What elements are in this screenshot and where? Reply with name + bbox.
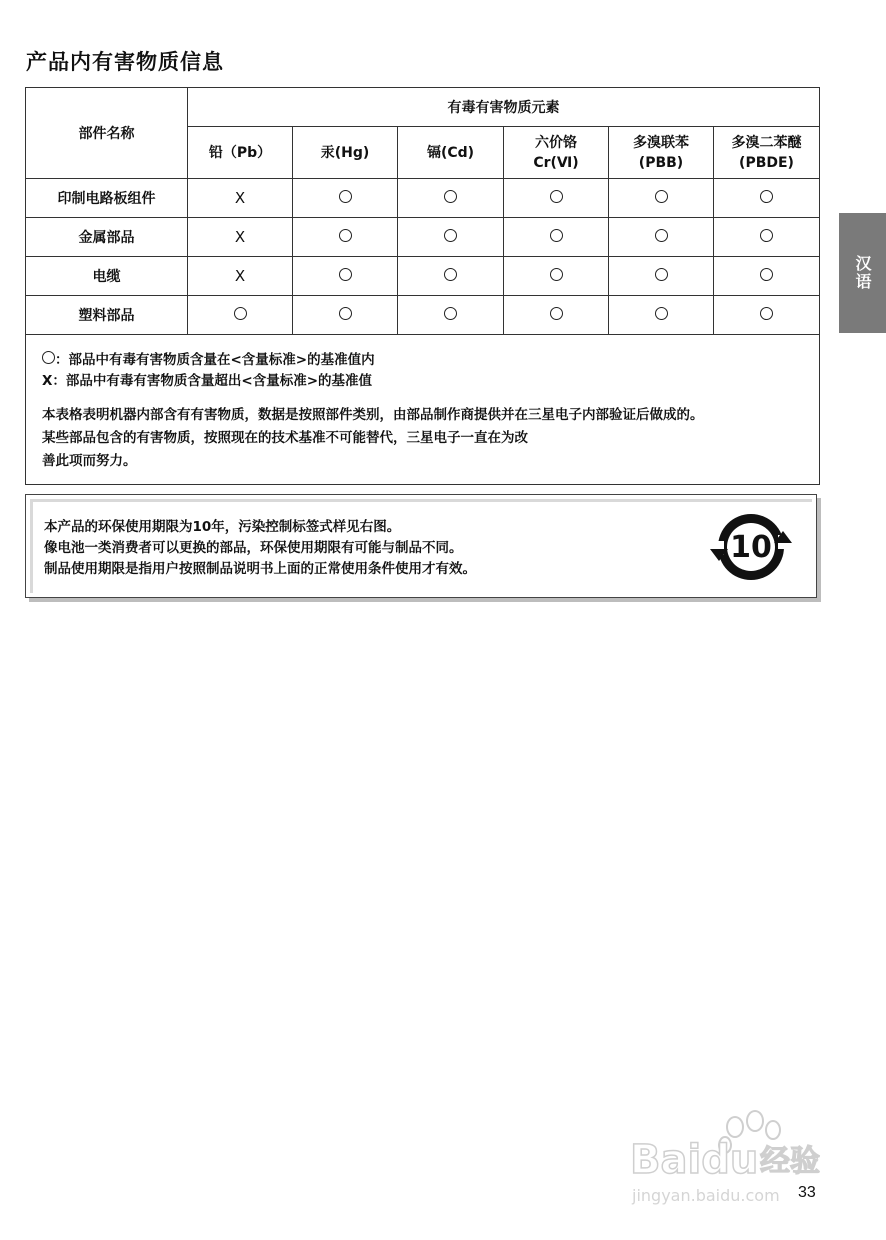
substance-cell [398,257,504,296]
substance-cell [714,179,820,218]
hazardous-substance-table [25,87,820,485]
substance-cell [609,296,714,335]
circle-icon [550,307,563,320]
x-mark: X [234,267,246,285]
x-mark: X [234,189,246,207]
substance-cell [293,257,398,296]
legend-x-symbol: X： [42,373,66,389]
x-mark: X [234,228,246,246]
substance-cell [293,218,398,257]
logo-number: 10 [730,530,772,565]
life-line: 像电池一类消费者可以更换的部品，环保使用期限有可能与制品不同。 [44,540,463,556]
legend [42,350,375,392]
part-name-cell: 印制电路板组件 [26,179,188,218]
table-row [26,218,820,257]
circle-icon [444,268,457,281]
circle-icon [655,307,668,320]
substance-cell [398,296,504,335]
table-row [26,296,820,335]
circle-icon [655,190,668,203]
circle-icon [760,268,773,281]
life-line: 制品使用期限是指用户按照制品说明书上面的正常使用条件使用才有效。 [44,561,476,577]
substance-cell [188,257,293,296]
circle-icon [339,307,352,320]
circle-icon [760,229,773,242]
page-title: 产品内有害物质信息 [26,50,224,74]
watermark-url: jingyan.baidu.com [632,1186,780,1205]
table-row [26,257,820,296]
page-number: 33 [798,1184,816,1201]
note-line: 本表格表明机器内部含有有害物质，数据是按照部件类别，由部品制作商提供并在三星电子内部验证后做成的。 [42,407,704,423]
circle-icon [760,190,773,203]
circle-icon [444,229,457,242]
note-line: 善此项而努力。 [42,453,137,469]
substance-cell [188,179,293,218]
substance-cell [609,218,714,257]
substance-column-header: 汞(Hg) [293,127,398,179]
substance-cell [714,257,820,296]
circle-icon [550,190,563,203]
substance-cell [609,257,714,296]
circle-icon [550,229,563,242]
substance-column-header: 铅（Pb） [188,127,293,179]
note-line: 某些部品包含的有害物质，按照现在的技术基准不可能替代，三星电子一直在为改 [42,430,528,446]
substance-cell [188,296,293,335]
language-tab[interactable] [839,213,886,333]
substance-cell [188,218,293,257]
circle-icon [655,268,668,281]
substance-cell [504,296,609,335]
legend-x-line [42,371,375,392]
substance-column-header: 多溴二苯醚 (PBDE) [714,127,820,179]
substance-column-header: 多溴联苯 (PBB) [609,127,714,179]
table-row [26,179,820,218]
substance-column-header: 镉(Cd) [398,127,504,179]
substance-cell [609,179,714,218]
substance-cell [293,179,398,218]
circle-icon [339,190,352,203]
substance-cell [293,296,398,335]
circle-icon [655,229,668,242]
circle-icon [760,307,773,320]
substance-cell [398,218,504,257]
circle-icon [339,268,352,281]
circle-icon [444,190,457,203]
circle-icon [234,307,247,320]
circle-icon [550,268,563,281]
substance-cell [504,179,609,218]
watermark-suffix: 经验 [760,1144,820,1179]
life-box-text [44,517,476,580]
pollution-control-10-icon [706,505,796,589]
environmental-life-box [25,494,817,598]
watermark-brand: Baidu [630,1137,759,1183]
language-tab-label: 汉语 [853,255,872,291]
legend-o-text: 部品中有毒有害物质含量在<含量标准>的基准值内 [68,352,375,368]
substance-cell [714,296,820,335]
legend-o-line: ：部品中有毒有害物质含量在<含量标准>的基准值内 [42,350,375,371]
part-name-cell: 塑料部品 [26,296,188,335]
substance-cell [398,179,504,218]
substance-cell [504,218,609,257]
substance-cell [714,218,820,257]
circle-icon [42,351,55,364]
part-name-cell: 电缆 [26,257,188,296]
circle-icon [444,307,457,320]
substance-cell [504,257,609,296]
legend-x-text: 部品中有毒有害物质含量超出<含量标准>的基准值 [65,373,373,389]
life-line: 本产品的环保使用期限为10年，污染控制标签式样见右图。 [44,519,401,535]
substance-grid [25,87,820,335]
substance-column-header: 六价铬 Cr(Ⅵ) [504,127,609,179]
part-name-header: 部件名称 [26,88,188,179]
substance-header: 有毒有害物质元素 [188,88,820,127]
circle-icon [339,229,352,242]
table-note [42,404,817,473]
part-name-cell: 金属部品 [26,218,188,257]
